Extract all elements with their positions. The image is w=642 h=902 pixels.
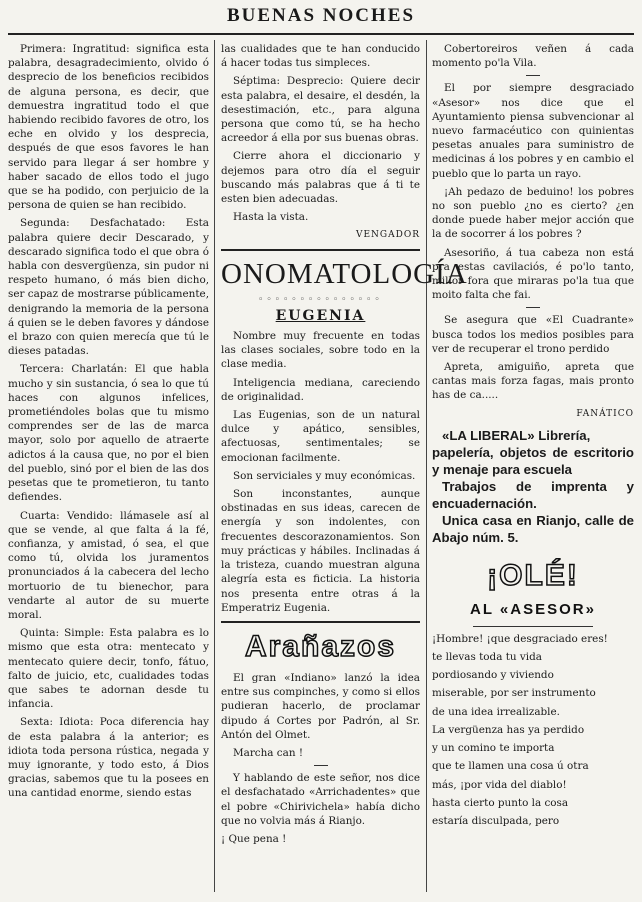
column-2	[221, 42, 468, 894]
section-rule	[221, 249, 420, 251]
column-3	[432, 42, 634, 894]
paragraph-hasta-la-vista: Hasta la vista.	[233, 211, 309, 224]
signature-vengador: VENGADOR	[355, 230, 420, 241]
ad-line: «LA LIBERAL» Librería,	[442, 427, 591, 443]
masthead-title: BUENAS NOCHES	[226, 5, 416, 26]
paragraph-cualidades: las cualidades que te han conducido á hacer todas tus simpleces.	[221, 43, 420, 70]
short-separator	[473, 626, 593, 627]
poem-line: y un comino te importa	[432, 742, 555, 755]
section-subtitle-al-asesor: AL «ASESOR»	[470, 600, 596, 618]
poem-line: de una idea irrealizable.	[432, 705, 560, 718]
ad-line: Unica casa en Rianjo, calle de Abajo núm. 5.	[432, 512, 634, 545]
paragraph-simple: Quinta: Simple: Esta palabra es lo mismo que esta otra: mentecato y mentecato quiere decir, tonfo, fátuo, falto de juicio, etc, cualidades todas que sabes te adornan desde tu infancia.	[8, 627, 209, 711]
paragraph-indiano: El gran «Indiano» lanzó la idea entre sus compinches, y como si ellos pudieran hacerlo, de proclamar dipudo á Cortes por Padrón, al Sr. Antón del Olmet.	[221, 671, 420, 741]
column-1	[8, 42, 209, 894]
column-divider-2	[426, 40, 427, 892]
paragraph-arrichadentes: Y hablando de este señor, nos dice el desfachatado «Arrichadentes» que el pobre «Chirivichela» había dicho que no volvia más á Rianjo.	[221, 772, 420, 827]
ad-line: papelería, objetos de escritorio y menaje para escuela	[432, 444, 634, 477]
paragraph-apreta: Apreta, amiguiño, apreta que cantas mais forza fagas, mais pronto has de ca.....	[432, 361, 634, 402]
poem-line: hasta cierto punto la cosa	[432, 796, 569, 809]
paragraph-marcha-can: Marcha can !	[233, 746, 303, 759]
section-title-aranazos: Arañazos	[244, 629, 397, 663]
paragraph-vendido: Cuarta: Vendido: llámasele así al que se vende, al que falta á la fé, confianza, y amistad, ó sea, el que como tú, olvida los juramentos pronunciados á la cabecera del lecho mortuorio de tu bienechor, para vendarte al autor de su muerte moral.	[8, 509, 209, 621]
paragraph-cobertoreiros: Cobertoreiros veñen á cada momento po'la Vila.	[432, 43, 634, 70]
poem-line: te llevas toda tu vida	[432, 651, 542, 664]
paragraph-charlatan: Tercera: Charlatán: El que habla mucho y sin sustancia, ó sea lo que tú haces con algunos infelices, prometiéndoles bolas que tu mismo comprendes ser de las de marca mayor, solo por aquello de atraerte adictos á la causa que, no por el bien del pueblo, sinó por el bien de las dos pesetas que te prometieron, tu tanto defiendes.	[8, 363, 209, 504]
poem-line: que te llamen una cosa ú otra	[432, 760, 589, 773]
section-rule	[221, 621, 420, 623]
poem-line: La vergüenza has ya perdido	[432, 723, 585, 736]
section-subtitle-eugenia: EUGENIA	[275, 307, 366, 324]
paragraph-asesorino: Asesoriño, á tua cabeza non está pra estas cavilaciós, é po'lo tanto, millor fora que miraras po'la tua que moito falta che fai.	[432, 246, 634, 302]
paragraph-desfachatado: Segunda: Desfachatado: Esta palabra quiere decir Descarado, y descarado significa todo el que obra ó habla con desvergüenza, sin pudor ni respeto humano, ó más bien dicho, ser capaz de mostrarse públicamente, denigrando la memoria de la persona á quien se le deben favores y dándose el brazo con quien merecía que tú le dieses patadas.	[8, 217, 209, 358]
paragraph-eugenia-4: Son serviciales y muy económicas.	[233, 469, 416, 482]
paragraph-diccionario: Cierre ahora el diccionario y dejemos para otro día el seguir buscando más palabras que á ti te esten bien adecuadas.	[221, 150, 420, 206]
paragraph-eugenia-2: Inteligencia mediana, careciendo de originalidad.	[221, 376, 420, 403]
short-separator	[314, 765, 328, 766]
short-separator	[526, 307, 540, 308]
paragraph-cuadrante: Se asegura que «El Cuadrante» busca todos los medios posibles para ver de recuperar el trono perdido	[432, 314, 634, 355]
section-title-onomatologia: ONOMATOLOGÍA	[221, 257, 468, 290]
paragraph-eugenia-1: Nombre muy frecuente en todas las clases sociales, sobre todo en la clase media.	[221, 330, 420, 371]
paragraph-idiota: Sexta: Idiota: Poca diferencia hay de esta palabra á la anterior; es idiota toda persona rústica, negada y muy ignorante, y todo esto, á Dios gracias, sabemos que tu la posees en una cantidad enorme, siendo estas	[8, 716, 209, 800]
advertisement-la-liberal	[432, 427, 634, 546]
paragraph-que-pena: ¡ Que pena !	[221, 832, 287, 845]
poem-line: estaría disculpada, pero	[432, 814, 560, 827]
poem-line: pordiosando y viviendo	[432, 669, 554, 682]
paragraph-beduino: ¡Ah pedazo de beduino! los pobres no son pueblo ¿no es cierto? ¿en donde puede haber mejor acción que la de socorrer á los pobres ?	[432, 185, 634, 241]
poem-line: miserable, por ser instrumento	[432, 687, 596, 700]
short-separator	[526, 75, 540, 76]
paragraph-eugenia-3: Las Eugenias, son de un natural dulce y apático, sensibles, afectuosas, sentimentales; se emocionan facilmente.	[221, 409, 420, 464]
signature-fanatico: FANÁTICO	[576, 408, 634, 419]
ornament-divider: ◦◦◦◦◦◦◦◦◦◦◦◦◦◦◦	[258, 294, 383, 305]
section-title-ole: ¡OLÉ!	[487, 558, 579, 592]
paragraph-ingratitud: Primera: Ingratitud: significa esta palabra, desagradecimiento, olvido ó desprecio de los beneficios recibidos de alguna persona, es decir, que demuestra ingratitud todo el que habiendo recibido favores de otro, los eche en olvido y los desprecia, después de que esos favores le han servido para llegar á ser hombre y haber sacado de ellos todo el jugo que se ha podido, con perjuicio de la persona de quien se han recibido.	[8, 43, 209, 212]
paragraph-asesor: El por siempre desgraciado «Asesor» nos dice que el Ayuntamiento piensa subvencionar al nuevo farmacéutico con quinientas pesetas anuales para suministro de medicinas á los pobres y en cambio el pueblo que lo parta un rayo.	[432, 82, 634, 180]
masthead-rule	[8, 33, 634, 35]
ad-line: Trabajos de imprenta y encuadernación.	[432, 478, 634, 511]
poem-line: ¡Hombre! ¡que desgraciado eres!	[432, 632, 608, 645]
paragraph-eugenia-5: Son inconstantes, aunque obstinadas en sus ideas, carecen de energía y son indolentes, con frecuentes descorazonamientos. Son muy prácticas y hábiles. Inclinadas á la tristeza, cuando muestran alguna alegría esta es ficticia. La historia nos presenta entre otras á la Emperatriz Eugenia.	[221, 488, 420, 614]
column-divider-1	[214, 40, 215, 892]
poem-line: más, ¡por vida del diablo!	[432, 778, 567, 791]
paragraph-desprecio: Séptima: Desprecio: Quiere decir esta palabra, el desaire, el desdén, la desestimación, etc., para alguna persona que como tú, se ha hecho acreedor á ella por sus buenas obras.	[221, 75, 420, 145]
